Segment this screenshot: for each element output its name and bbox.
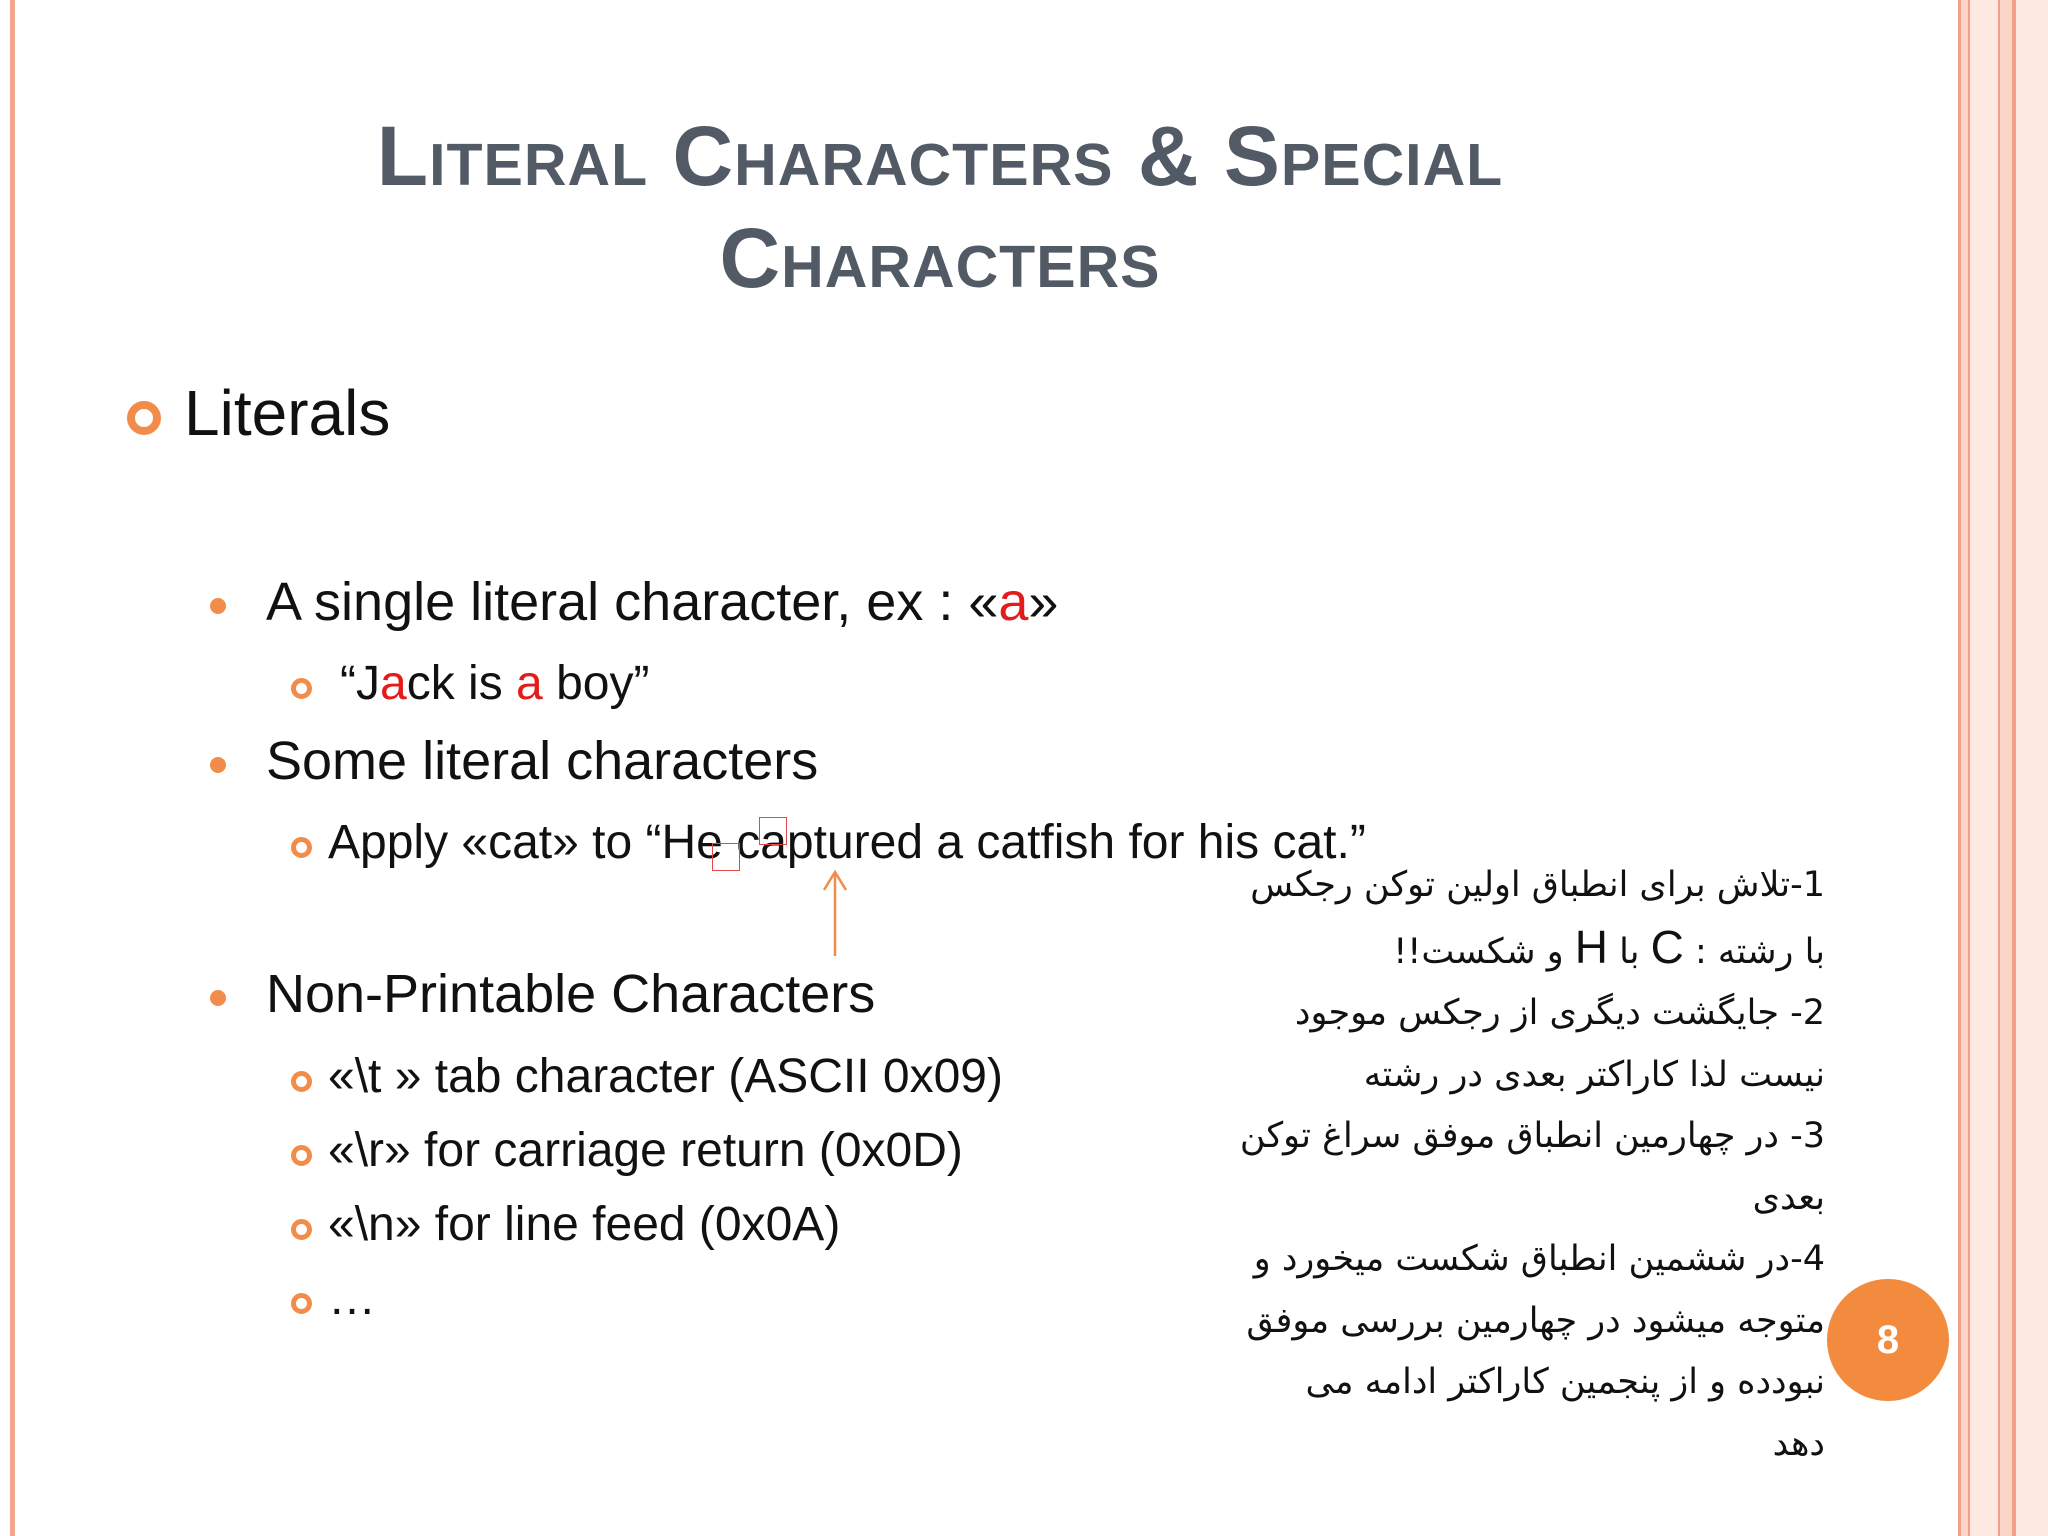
match-cursor-box bbox=[759, 817, 787, 845]
bullet-non-printable: Non-Printable Characters bbox=[266, 964, 876, 1024]
persian-line: 4-در ششمین انطباق شکست میخورد و bbox=[1253, 1239, 1825, 1279]
example-catfish: Apply «cat» to “He captured a catfish for his cat.” bbox=[328, 816, 1366, 869]
persian-line: 1-تلاش برای انطباق اولین توکن رجکس bbox=[1250, 865, 1825, 905]
circle-bullet-icon bbox=[291, 1219, 312, 1240]
example-text: ck is bbox=[406, 657, 517, 710]
non-printable-tab: «\t » tab character (ASCII 0x09) bbox=[328, 1050, 1003, 1103]
right-decor-stripe bbox=[1961, 0, 1968, 1536]
bullet-single-literal-end: » bbox=[1028, 572, 1059, 632]
persian-notes bbox=[1215, 855, 1825, 1475]
letter-c: C bbox=[1650, 920, 1684, 973]
persian-line: متوجه میشود در چهارمین بررسی موفق bbox=[1246, 1300, 1825, 1341]
persian-line: نیست لذا کاراکتر بعدی در رشته bbox=[1363, 1054, 1825, 1095]
literals-heading: Literals bbox=[184, 377, 391, 449]
persian-line: نبودده و از پنجمین کاراکتر ادامه می bbox=[1305, 1362, 1825, 1402]
circle-bullet-icon bbox=[127, 401, 161, 435]
right-decor-stripe bbox=[1970, 0, 1998, 1536]
non-printable-more: … bbox=[328, 1272, 376, 1325]
letter-h: H bbox=[1574, 920, 1608, 973]
persian-line: 3- در چهارمین انطباق موفق سراغ توکن bbox=[1239, 1116, 1825, 1156]
persian-line: بعدی bbox=[1752, 1177, 1825, 1218]
page-number-badge: 8 bbox=[1827, 1279, 1949, 1401]
persian-line: دهد bbox=[1772, 1423, 1825, 1464]
bullet-single-literal-text: A single literal character, ex : « bbox=[266, 572, 999, 632]
non-printable-cr: «\r» for carriage return (0x0D) bbox=[328, 1124, 963, 1177]
circle-bullet-icon bbox=[291, 1071, 312, 1092]
circle-bullet-icon bbox=[291, 837, 312, 858]
slide-title-line1: Literal Characters & Special bbox=[376, 109, 1504, 203]
example-text: “J bbox=[340, 657, 380, 710]
highlight-a: a bbox=[379, 657, 407, 710]
slide-title bbox=[180, 105, 1700, 309]
circle-bullet-icon bbox=[291, 1145, 312, 1166]
example-jack bbox=[340, 656, 649, 711]
dot-bullet-icon bbox=[210, 598, 226, 614]
persian-line: 2- جایگشت دیگری از رجکس موجود bbox=[1294, 993, 1825, 1033]
persian-line bbox=[1215, 917, 1825, 984]
highlight-a: a bbox=[998, 572, 1029, 632]
right-decor-stripe bbox=[2000, 0, 2012, 1536]
bullet-single-literal bbox=[266, 571, 1058, 633]
slide-title-line2: Characters bbox=[719, 211, 1161, 305]
persian-text: و شکست!! bbox=[1393, 931, 1575, 972]
dot-bullet-icon bbox=[210, 990, 226, 1006]
dot-bullet-icon bbox=[210, 757, 226, 773]
right-decor-stripe bbox=[2016, 0, 2048, 1536]
circle-bullet-icon bbox=[291, 678, 312, 699]
match-cursor-box bbox=[712, 843, 740, 871]
up-arrow-icon bbox=[815, 868, 855, 958]
persian-text: با رشته : bbox=[1683, 931, 1825, 972]
circle-bullet-icon bbox=[291, 1293, 312, 1314]
persian-text: با bbox=[1607, 931, 1651, 972]
example-text: boy” bbox=[542, 657, 650, 710]
bullet-some-literals: Some literal characters bbox=[266, 731, 819, 791]
left-border bbox=[10, 0, 15, 1536]
non-printable-lf: «\n» for line feed (0x0A) bbox=[328, 1198, 841, 1251]
highlight-a: a bbox=[516, 657, 543, 710]
